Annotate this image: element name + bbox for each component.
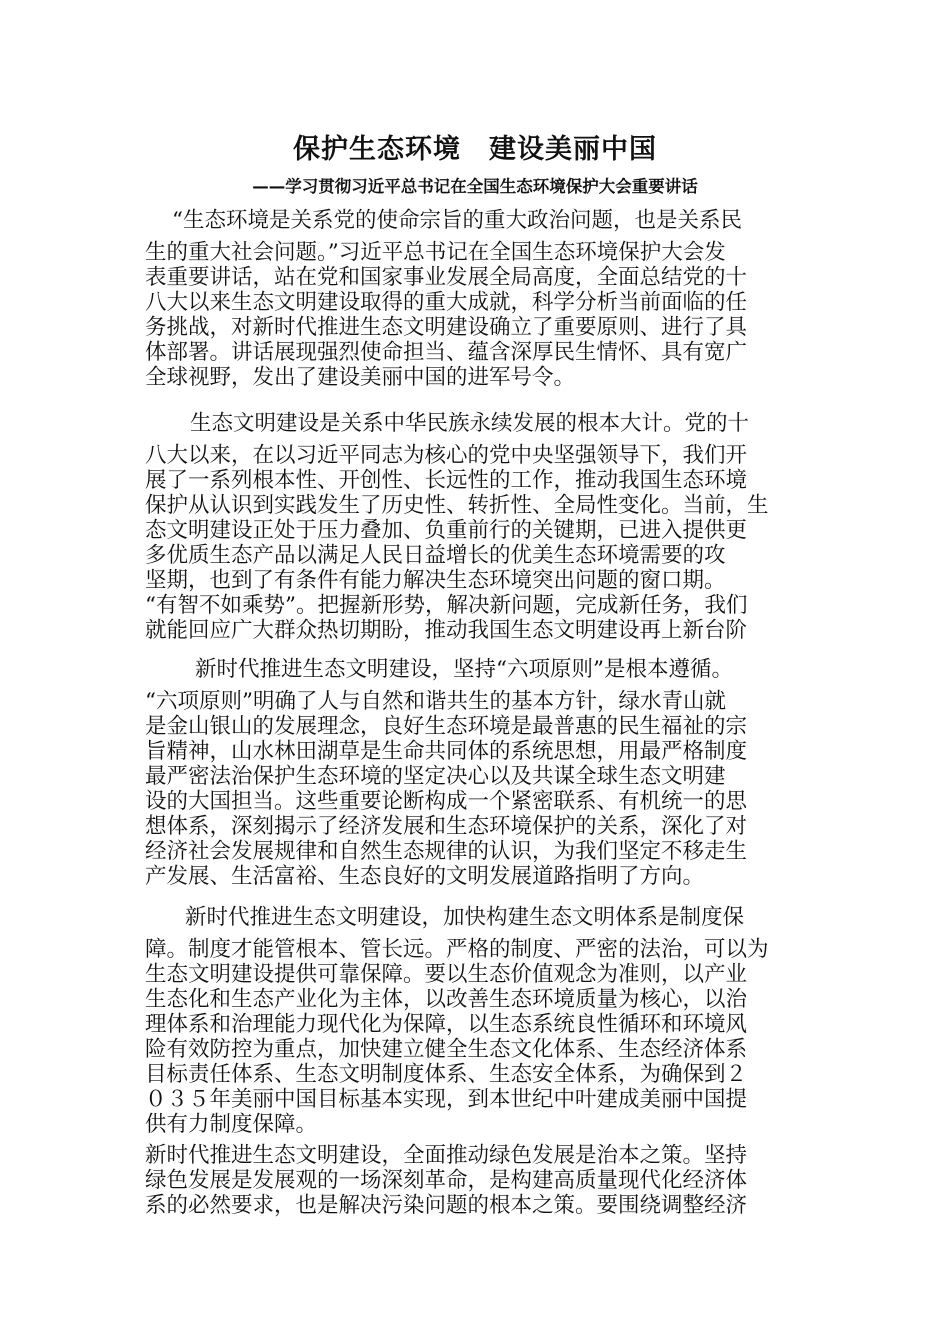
paragraph-line: 保护从认识到实践发生了历史性、转折性、全局性变化。当前，生 [145,493,769,518]
paragraph-line: 展了一系列根本性、开创性、长远性的工作，推动我国生态环境 [145,468,748,493]
paragraph-3 [145,655,815,889]
paragraph-line: 态文明建设正处于压力叠加、负重前行的关键期，已进入提供更 [145,518,748,543]
paragraph-line: 是金山银山的发展理念，良好生态环境是最普惠的民生福祉的宗 [145,714,748,739]
paragraph-4 [145,903,815,1137]
paragraph-line: 生态文明建设提供可靠保障。要以生态价值观念为准则，以产业 [145,962,748,987]
paragraph-line: “生态环境是关系党的使命宗旨的重大政治问题，也是关系民 [172,208,742,233]
paragraph-line: 理体系和治理能力现代化为保障，以生态系统良性循环和环境风 [145,1012,748,1037]
paragraph-line: 系的必然要求，也是解决污染问题的根本之策。要围绕调整经济 [145,1193,748,1218]
paragraph-line: 想体系，深刻揭示了经济发展和生态环境保护的关系，深化了对 [145,814,748,839]
paragraph-line: ０３５年美丽中国目标基本实现，到本世纪中叶建成美丽中国提 [145,1087,748,1112]
paragraph-line: 经济社会发展规律和自然生态规律的认识，为我们坚定不移走生 [145,839,748,864]
paragraph-line: 八大以来生态文明建设取得的重大成就，科学分析当前面临的任 [145,290,748,315]
paragraph-line: 产发展、生活富裕、生态良好的文明发展道路指明了方向。 [145,864,705,889]
paragraph-line: 体部署。讲话展现强烈使命担当、蕴含深厚民生情怀、具有宽广 [145,340,748,365]
paragraph-line: 表重要讲话，站在党和国家事业发展全局高度，全面总结党的十 [145,265,748,290]
paragraph-line: 设的大国担当。这些重要论断构成一个紧密联系、有机统一的思 [145,789,748,814]
paragraph-line: “六项原则”明确了人与自然和谐共生的基本方针，绿水青山就 [145,689,726,714]
paragraph-line: 最严密法治保护生态环境的坚定决心以及共谋全球生态文明建 [145,764,726,789]
paragraph-line: 生态文明建设是关系中华民族永续发展的根本大计。党的十 [190,411,750,436]
paragraph-1 [145,206,815,390]
paragraph-line: 务挑战，对新时代推进生态文明建设确立了重要原则、进行了具 [145,315,748,340]
document-subtitle: ——学习贯彻习近平总书记在全国生态环境保护大会重要讲话 [252,177,698,196]
paragraph-line: “有智不如乘势”。把握新形势，解决新问题，完成新任务，我们 [145,593,748,618]
document-title: 保护生态环境 建设美丽中国 [293,134,657,165]
paragraph-2 [145,409,815,643]
paragraph-line: 供有力制度保障。 [145,1112,318,1137]
paragraph-line: 新时代推进生态文明建设，坚持“六项原则”是根本遵循。 [195,657,733,682]
paragraph-line: 新时代推进生态文明建设，加快构建生态文明体系是制度保 [185,905,745,930]
paragraph-line: 障。制度才能管根本、管长远。严格的制度、严密的法治，可以为 [145,937,769,962]
paragraph-line: 新时代推进生态文明建设，全面推动绿色发展是治本之策。坚持 [145,1143,748,1168]
paragraph-line: 旨精神，山水林田湖草是生命共同体的系统思想，用最严格制度 [145,739,748,764]
paragraph-line: 绿色发展是发展观的一场深刻革命，是构建高质量现代化经济体 [145,1168,748,1193]
paragraph-line: 生态化和生态产业化为主体，以改善生态环境质量为核心，以治 [145,987,748,1012]
paragraph-5 [145,1143,815,1218]
paragraph-line: 就能回应广大群众热切期盼，推动我国生态文明建设再上新台阶 [145,618,748,643]
paragraph-line: 险有效防控为重点，加快建立健全生态文化体系、生态经济体系 [145,1037,748,1062]
paragraph-line: 八大以来，在以习近平同志为核心的党中央坚强领导下，我们开 [145,443,748,468]
paragraph-line: 全球视野，发出了建设美丽中国的进军号令。 [145,365,576,390]
paragraph-line: 目标责任体系、生态文明制度体系、生态安全体系，为确保到２ [145,1062,748,1087]
paragraph-line: 多优质生态产品以满足人民日益增长的优美生态环境需要的攻 [145,543,726,568]
paragraph-line: 生的重大社会问题。”习近平总书记在全国生态环境保护大会发 [145,240,726,265]
paragraph-line: 坚期，也到了有条件有能力解决生态环境突出问题的窗口期。 [145,568,726,593]
